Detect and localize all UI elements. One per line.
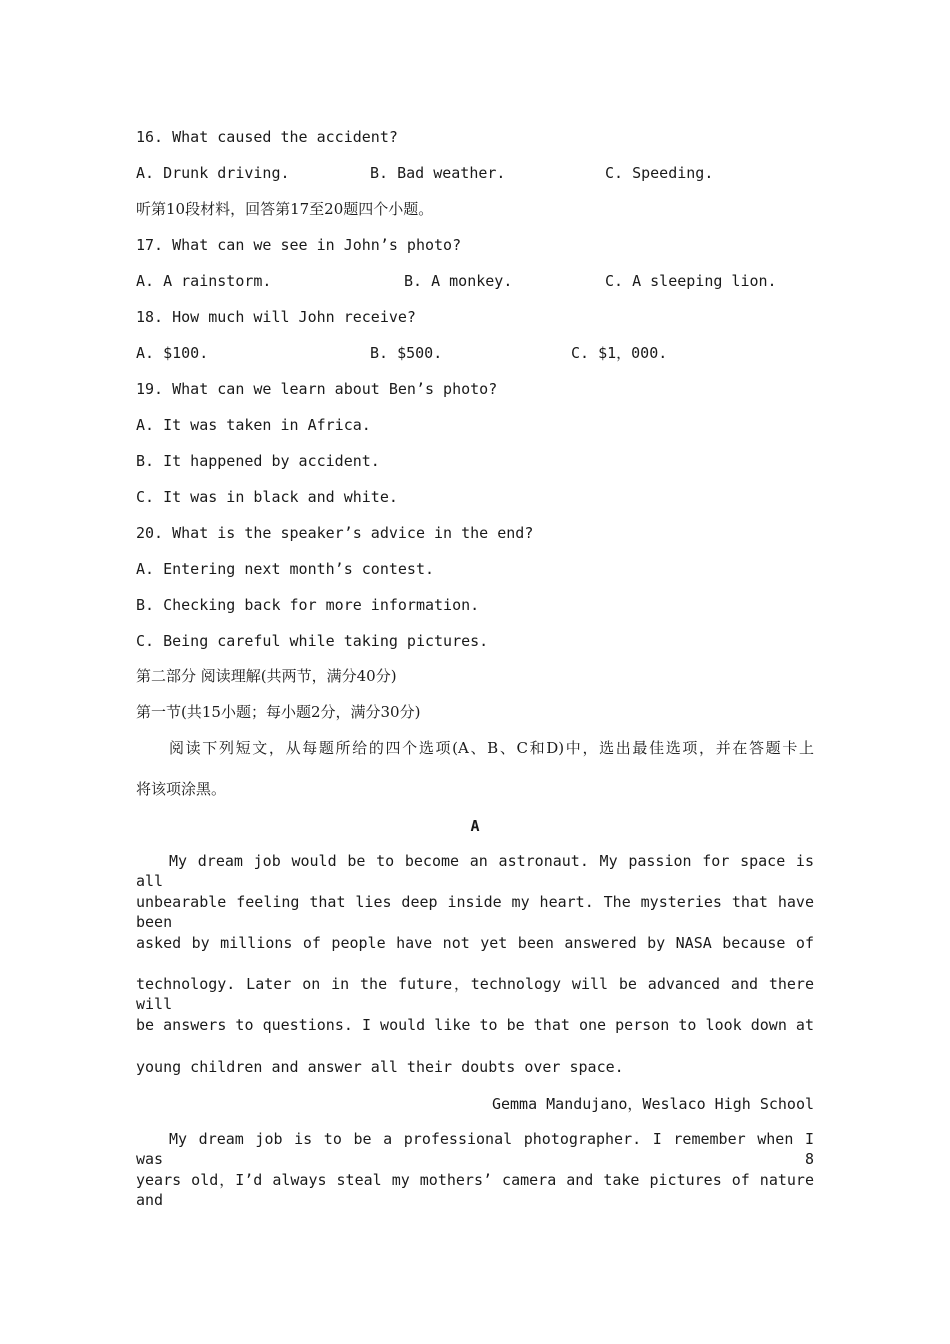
q16-option-b: B. Bad weather. [370, 164, 506, 182]
q17-option-c: C. A sleeping lion. [605, 272, 777, 290]
passage1-line-4: technology. Later on in the future，technology will be advanced and there will [136, 975, 814, 1013]
passage1-line-5: be answers to questions. I would like to be that one person to look down at [136, 1016, 814, 1034]
q17-option-a: A. A rainstorm. [136, 272, 272, 290]
q19-option-b: B. It happened by accident. [136, 452, 380, 470]
q19-option-c: C. It was in black and white. [136, 488, 398, 506]
q17-option-b: B. A monkey. [404, 272, 513, 290]
q20-option-b: B. Checking back for more information. [136, 596, 480, 614]
passage2-line-1: My dream job is to be a professional photographer. I remember when I was 8 [136, 1130, 814, 1168]
instructions-line-2: 将该项涂黑。 [136, 780, 227, 798]
passage1-line-1: My dream job would be to become an astronaut. My passion for space is all [136, 852, 814, 890]
q20-option-a: A. Entering next month’s contest. [136, 560, 435, 578]
passage1-line-6: young children and answer all their doubts over space. [136, 1058, 624, 1076]
q18-option-a: A. $100. [136, 344, 209, 362]
section1-heading: 第一节(共15小题；每小题2分，满分30分) [136, 703, 421, 721]
instructions-line-1: 阅读下列短文，从每题所给的四个选项(A、B、C和D)中，选出最佳选项，并在答题卡上 [169, 739, 814, 757]
q18-option-c: C. $1，000. [571, 344, 668, 362]
q19-option-a: A. It was taken in Africa. [136, 416, 371, 434]
listening-instruction: 听第10段材料，回答第17至20题四个小题。 [136, 200, 434, 218]
q16-option-c: C. Speeding. [605, 164, 714, 182]
passage1-line-2: unbearable feeling that lies deep inside my heart. The mysteries that have been [136, 893, 814, 931]
question-19: 19. What can we learn about Ben’s photo? [136, 380, 498, 398]
question-16: 16. What caused the accident? [136, 128, 398, 146]
part2-heading: 第二部分 阅读理解(共两节，满分40分) [136, 667, 397, 685]
q16-option-a: A. Drunk driving. [136, 164, 290, 182]
passage2-line-2: years old，I’d always steal my mothers’ camera and take pictures of nature and [136, 1171, 814, 1209]
q18-option-b: B. $500. [370, 344, 443, 362]
passage-title: A [470, 817, 480, 835]
question-17: 17. What can we see in John’s photo? [136, 236, 462, 254]
question-20: 20. What is the speaker’s advice in the end? [136, 524, 534, 542]
q20-option-c: C. Being careful while taking pictures. [136, 632, 489, 650]
question-18: 18. How much will John receive? [136, 308, 416, 326]
passage1-line-3: asked by millions of people have not yet been answered by NASA because of [136, 934, 814, 952]
passage1-author: Gemma Mandujano，Weslaco High School [491, 1095, 814, 1113]
